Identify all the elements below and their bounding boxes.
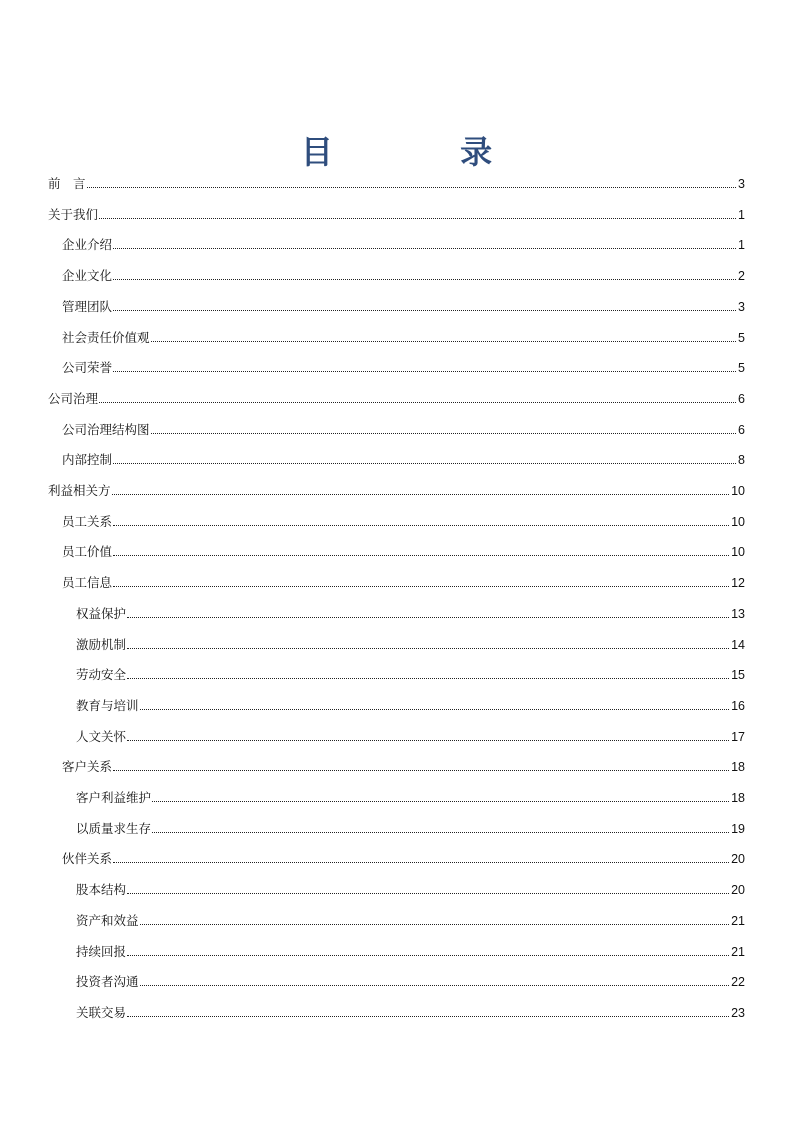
toc-entry[interactable] [76,725,745,745]
toc-page-number: 22 [731,975,745,989]
toc-dot-leader [113,463,736,464]
toc-entry-label: 管理团队 [62,299,113,314]
toc-dot-leader [151,433,737,434]
page-title: 目 录 [300,133,551,171]
toc-entry-label: 公司治理结构图 [62,422,150,437]
toc-page-number: 13 [731,607,745,621]
toc-entry[interactable] [76,694,745,714]
toc-entry-label: 前 言 [48,176,86,191]
toc-entry[interactable] [62,755,745,775]
toc-entry-label: 员工关系 [62,514,113,529]
toc-entry-label: 人文关怀 [76,729,127,744]
toc-dot-leader [152,832,729,833]
toc-page-number: 17 [731,730,745,744]
toc-dot-leader [99,218,736,219]
toc-entry[interactable] [62,448,745,468]
toc-dot-leader [113,248,736,249]
toc-page-number: 10 [731,484,745,498]
toc-entry-label: 内部控制 [62,452,113,467]
toc-entry[interactable] [62,571,745,591]
toc-entry-label: 客户关系 [62,759,113,774]
toc-entry-label: 权益保护 [76,606,127,621]
toc-entry[interactable] [48,479,745,499]
toc-dot-leader [140,709,730,710]
toc-entry[interactable] [62,847,745,867]
toc-dot-leader [127,893,729,894]
toc-dot-leader [151,341,737,342]
toc-dot-leader [99,402,736,403]
toc-page-number: 1 [738,238,745,252]
toc-page-number: 1 [738,208,745,222]
toc-entry[interactable] [62,326,745,346]
toc-entry[interactable] [76,817,745,837]
toc-page-number: 16 [731,699,745,713]
toc-entry[interactable] [62,295,745,315]
toc-dot-leader [140,985,730,986]
toc-page-number: 8 [738,453,745,467]
toc-entry-label: 资产和效益 [76,913,139,928]
toc-page-number: 6 [738,423,745,437]
toc-entry-label: 企业文化 [62,268,113,283]
toc-entry-label: 企业介绍 [62,237,113,252]
toc-page-number: 21 [731,914,745,928]
toc-entry[interactable] [62,418,745,438]
toc-entry[interactable] [76,970,745,990]
toc-dot-leader [140,924,730,925]
toc-page-number: 23 [731,1006,745,1020]
toc-entry-label: 社会责任价值观 [62,330,150,345]
toc-entry[interactable] [76,940,745,960]
toc-entry-label: 关于我们 [48,207,99,222]
toc-dot-leader [152,801,729,802]
toc-entry[interactable] [76,1001,745,1021]
toc-page-number: 15 [731,668,745,682]
toc-entry-label: 利益相关方 [48,483,111,498]
toc-page-number: 10 [731,545,745,559]
toc-dot-leader [127,1016,729,1017]
toc-entry[interactable] [62,510,745,530]
toc-dot-leader [112,494,730,495]
toc-entry-label: 公司荣誉 [62,360,113,375]
toc-entry-label: 投资者沟通 [76,974,139,989]
toc-page-number: 21 [731,945,745,959]
toc-entry-label: 公司治理 [48,391,99,406]
toc-page-number: 5 [738,331,745,345]
toc-entry-label: 客户利益维护 [76,790,152,805]
toc-dot-leader [113,555,729,556]
toc-entry[interactable] [76,633,745,653]
toc-entry[interactable] [62,233,745,253]
toc-page-number: 6 [738,392,745,406]
toc-entry-label: 持续回报 [76,944,127,959]
toc-dot-leader [113,586,729,587]
toc-entry-label: 劳动安全 [76,667,127,682]
toc-dot-leader [127,740,729,741]
toc-dot-leader [127,955,729,956]
toc-entry-label: 教育与培训 [76,698,139,713]
toc-entry[interactable] [76,909,745,929]
toc-page-number: 5 [738,361,745,375]
toc-entry-label: 激励机制 [76,637,127,652]
toc-entry[interactable] [76,878,745,898]
toc-page-number: 3 [738,177,745,191]
toc-entry[interactable] [62,356,745,376]
toc-dot-leader [127,678,729,679]
toc-entry-label: 伙伴关系 [62,851,113,866]
toc-dot-leader [127,648,729,649]
toc-page-number: 14 [731,638,745,652]
toc-entry[interactable] [62,540,745,560]
toc-dot-leader [113,279,736,280]
toc-entry-label: 关联交易 [76,1005,127,1020]
toc-entry[interactable] [48,387,745,407]
toc-dot-leader [113,862,729,863]
toc-page-number: 20 [731,852,745,866]
toc-entry-label: 员工价值 [62,544,113,559]
toc-page-number: 10 [731,515,745,529]
toc-entry-label: 以质量求生存 [76,821,152,836]
toc-entry[interactable] [62,264,745,284]
toc-page-number: 18 [731,760,745,774]
toc-dot-leader [113,310,736,311]
toc-entry-label: 员工信息 [62,575,113,590]
toc-entry[interactable] [76,663,745,683]
toc-dot-leader [113,525,729,526]
toc-page-number: 2 [738,269,745,283]
toc-page-number: 12 [731,576,745,590]
toc-entry-label: 股本结构 [76,882,127,897]
toc-dot-leader [127,617,729,618]
toc-page-number: 3 [738,300,745,314]
toc-entry[interactable] [48,203,745,223]
toc-entry[interactable] [76,602,745,622]
toc-page-number: 20 [731,883,745,897]
toc-entry[interactable] [48,172,745,192]
toc-dot-leader [87,187,737,188]
toc-page-number: 18 [731,791,745,805]
toc-page-number: 19 [731,822,745,836]
toc-dot-leader [113,371,736,372]
toc-entry[interactable] [76,786,745,806]
toc-dot-leader [113,770,729,771]
